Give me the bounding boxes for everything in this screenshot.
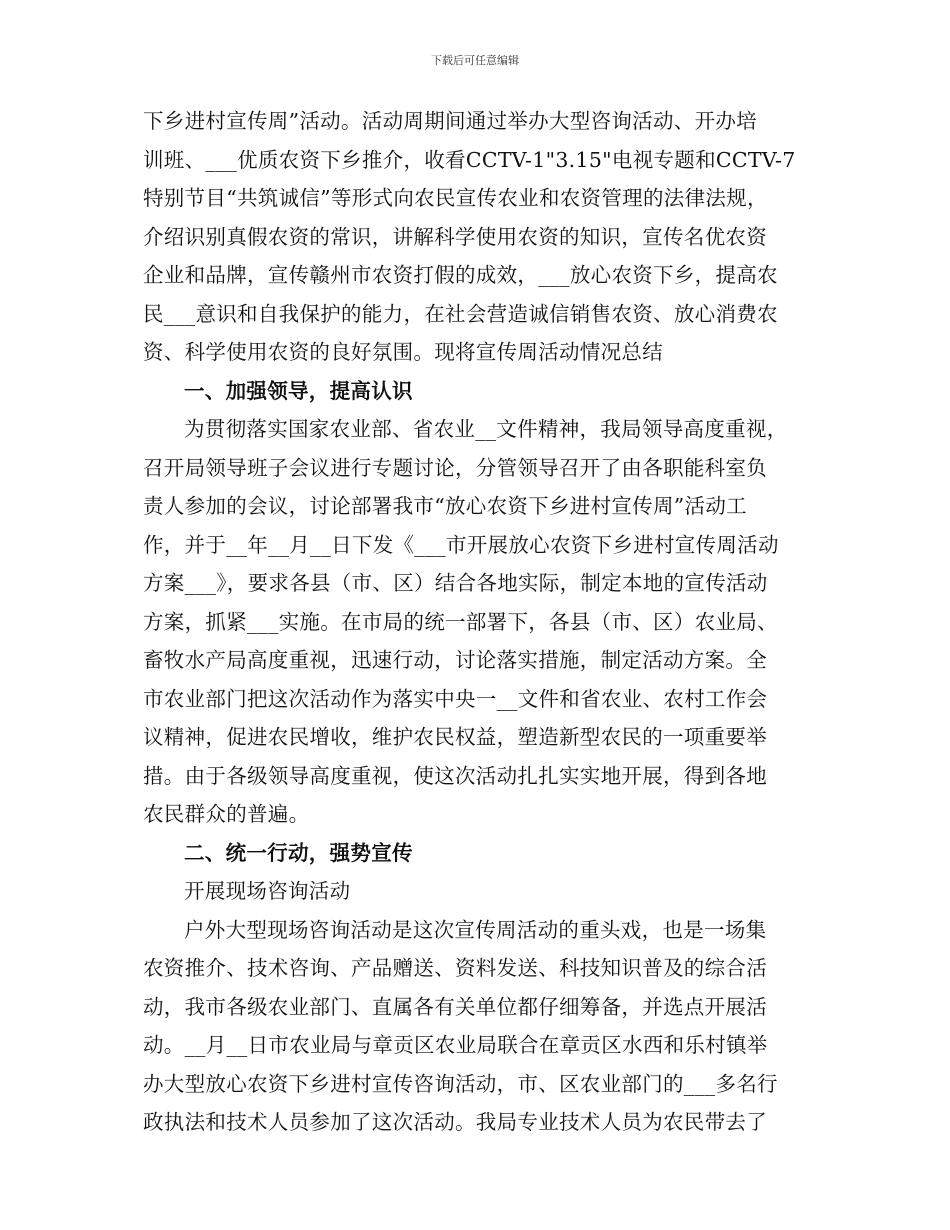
text-line: 下乡进村宣传周”活动。活动周期间通过举办大型咨询活动、开办培 (143, 109, 757, 133)
text-line: 户外大型现场咨询活动是这次宣传周活动的重头戏，也是一场集 (184, 917, 767, 942)
text-line: 方案，抓紧___实施。在市局的统一部署下，各县（市、区）农业局、 (143, 609, 778, 634)
text-line: 措。由于各级领导高度重视，使这次活动扎扎实实地开展，得到各地 (143, 763, 767, 788)
section-heading-2: 二、统一行动，强势宣传 (184, 840, 413, 865)
text-line: 介绍识别真假农资的常识，讲解科学使用农资的知识，宣传名优农资 (143, 224, 767, 249)
text-line: 特别节目“共筑诚信”等形式向农民宣传农业和农资管理的法律法规， (143, 186, 768, 210)
text-line: 为贯彻落实国家农业部、省农业__文件精神，我局领导高度重视， (184, 417, 788, 441)
document-body (143, 102, 808, 1142)
page-header: 下载后可任意编辑 (431, 54, 519, 67)
text-line: 农资推介、技术咨询、产品赠送、资料发送、科技知识普及的综合活 (143, 956, 767, 980)
text-line: 畜牧水产局高度重视，迅速行动，讨论落实措施，制定活动方案。全 (143, 648, 767, 672)
section-heading-1: 一、加强领导，提高认识 (184, 378, 413, 403)
text-line: 动，我市各级农业部门、直属各有关单位都仔细筹备，并选点开展活 (143, 994, 767, 1019)
text-line: 动。__月__日市农业局与章贡区农业局联合在章贡区水西和乐村镇举 (143, 1033, 768, 1057)
text-line: 责人参加的会议，讨论部署我市“放心农资下乡进村宣传周”活动工 (143, 494, 747, 518)
text-line: 农民群众的普遍。 (143, 802, 310, 826)
text-line: 方案___》，要求各县（市、区）结合各地实际，制定本地的宣传活动 (143, 571, 768, 595)
subheading: 开展现场咨询活动 (184, 879, 351, 903)
text-line: 召开局领导班子会议进行专题讨论，分管领导召开了由各职能科室负 (143, 455, 767, 480)
text-line: 企业和品牌，宣传赣州市农资打假的成效，___放心农资下乡，提高农 (143, 263, 778, 287)
text-line: 市农业部门把这次活动作为落实中央一__文件和省农业、农村工作会 (143, 686, 768, 711)
text-line: 资、科学使用农资的良好氛围。现将宣传周活动情况总结 (143, 340, 663, 364)
text-line: 作，并于__年__月__日下发《___市开展放心农资下乡进村宣传周活动 (143, 532, 779, 557)
text-line: 政执法和技术人员参加了这次活动。我局专业技术人员为农民带去了 (143, 1110, 767, 1134)
text-line: 民___意识和自我保护的能力，在社会营造诚信销售农资、放心消费农 (143, 301, 778, 326)
text-line: 办大型放心农资下乡进村宣传咨询活动，市、区农业部门的___多名行 (143, 1071, 778, 1096)
text-line: 训班、___优质农资下乡推介，收看CCTV-1"3.15"电视专题和CCTV-7 (143, 147, 796, 172)
text-line: 议精神，促进农民增收，维护农民权益，塑造新型农民的一项重要举 (143, 725, 767, 749)
